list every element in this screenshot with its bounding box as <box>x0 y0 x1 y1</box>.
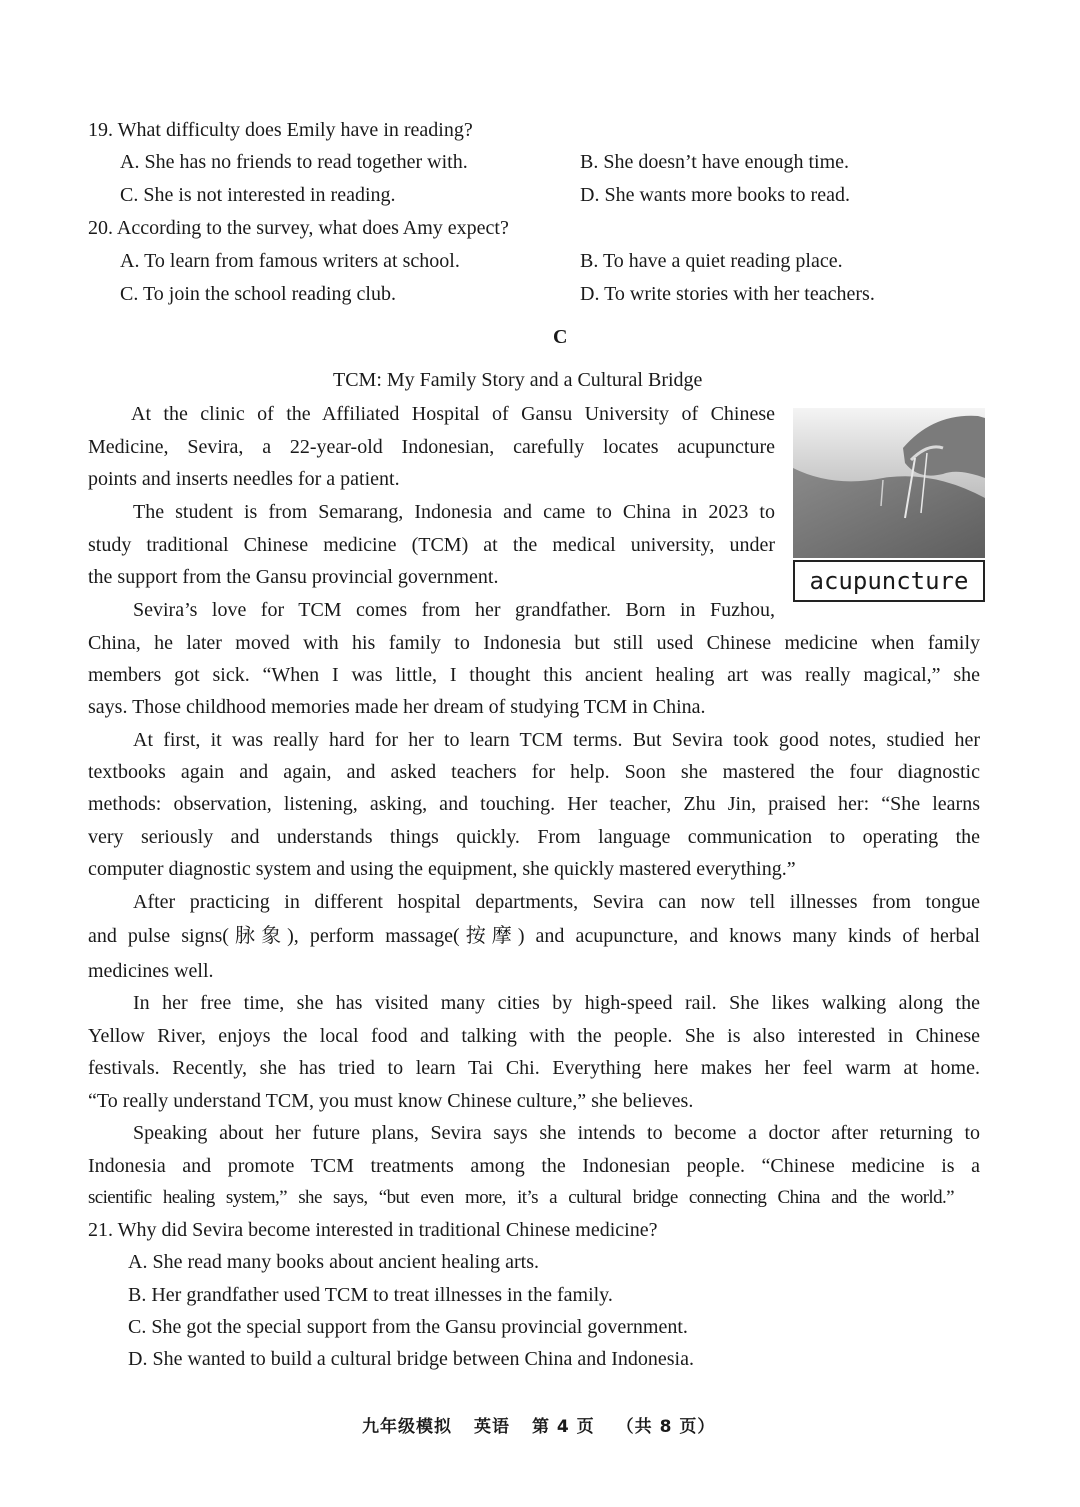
passage-line: and pulse signs(脉象), perform massage(按摩) and acupuncture, and knows many kinds of herbal <box>88 925 980 947</box>
passage-line: China, he later moved with his family to Indonesia but still used Chinese medicine when family <box>88 632 980 654</box>
question-21-option-d: D. She wanted to build a cultural bridge between China and Indonesia. <box>128 1348 694 1370</box>
passage-line: Sevira’s love for TCM comes from her grandfather. Born in Fuzhou, <box>133 599 775 621</box>
question-19-option-c: C. She is not interested in reading. <box>120 184 396 206</box>
passage-line: medicines well. <box>88 960 214 982</box>
passage-line: At first, it was really hard for her to learn TCM terms. But Sevira took good notes, studied her <box>133 729 980 751</box>
footer-total-pages: （共 8 页） <box>616 1417 716 1437</box>
footer-grade: 九年级模拟 <box>362 1417 452 1437</box>
question-21-option-a: A. She read many books about ancient healing arts. <box>128 1251 539 1273</box>
question-20-stem: 20. According to the survey, what does Amy expect? <box>88 217 509 239</box>
footer-subject: 英语 <box>474 1417 510 1437</box>
question-19-option-a: A. She has no friends to read together with. <box>120 151 468 173</box>
passage-line: After practicing in different hospital departments, Sevira can now tell illnesses from tongue <box>133 891 980 913</box>
footer-page-number: 第 4 页 <box>532 1417 595 1437</box>
passage-line: methods: observation, listening, asking, and touching. Her teacher, Zhu Jin, praised her: “She learns <box>88 793 980 815</box>
page-footer <box>362 1419 737 1436</box>
passage-line: the support from the Gansu provincial government. <box>88 566 499 588</box>
passage-line: “To really understand TCM, you must know Chinese culture,” she believes. <box>88 1090 694 1112</box>
passage-line: Speaking about her future plans, Sevira says she intends to become a doctor after returning to <box>133 1122 980 1144</box>
passage-line: says. Those childhood memories made her dream of studying TCM in China. <box>88 696 706 718</box>
question-20-option-b: B. To have a quiet reading place. <box>580 250 843 272</box>
passage-line: scientific healing system,” she says, “but even more, it’s a cultural bridge connecting China and the world.” <box>88 1187 954 1208</box>
figure-caption: acupuncture <box>793 560 985 602</box>
question-19-option-b: B. She doesn’t have enough time. <box>580 151 850 173</box>
question-19-option-d: D. She wants more books to read. <box>580 184 850 206</box>
passage-title: TCM: My Family Story and a Cultural Bridge <box>333 369 703 391</box>
acupuncture-figure <box>793 408 985 602</box>
passage-line: textbooks again and again, and asked teachers for help. Soon she mastered the four diagnostic <box>88 761 980 783</box>
passage-line: The student is from Semarang, Indonesia and came to China in 2023 to <box>133 501 775 523</box>
question-20-option-d: D. To write stories with her teachers. <box>580 283 875 305</box>
passage-line: At the clinic of the Affiliated Hospital of Gansu University of Chinese <box>131 403 775 425</box>
passage-line: Yellow River, enjoys the local food and talking with the people. She is also interested in Chinese <box>88 1025 980 1047</box>
passage-line: members got sick. “When I was little, I thought this ancient healing art was really magical,” she <box>88 664 980 686</box>
passage-line: In her free time, she has visited many cities by high-speed rail. She likes walking along the <box>133 992 980 1014</box>
question-20-option-c: C. To join the school reading club. <box>120 283 396 305</box>
acupuncture-image <box>793 408 985 558</box>
question-19-stem: 19. What difficulty does Emily have in reading? <box>88 119 473 141</box>
question-21-option-b: B. Her grandfather used TCM to treat illnesses in the family. <box>128 1284 613 1306</box>
passage-line: very seriously and understands things quickly. From language communication to operating the <box>88 826 980 848</box>
question-21-stem: 21. Why did Sevira become interested in traditional Chinese medicine? <box>88 1219 658 1241</box>
passage-line: Indonesia and promote TCM treatments among the Indonesian people. “Chinese medicine is a <box>88 1155 980 1177</box>
passage-line: computer diagnostic system and using the equipment, she quickly mastered everything.” <box>88 858 796 880</box>
passage-line: study traditional Chinese medicine (TCM) at the medical university, under <box>88 534 775 556</box>
passage-line: festivals. Recently, she has tried to learn Tai Chi. Everything here makes her feel warm at home. <box>88 1057 980 1079</box>
passage-line: Medicine, Sevira, a 22-year-old Indonesian, carefully locates acupuncture <box>88 436 775 458</box>
section-letter: C <box>553 326 568 348</box>
question-20-option-a: A. To learn from famous writers at school. <box>120 250 460 272</box>
passage-line: points and inserts needles for a patient. <box>88 468 400 490</box>
question-21-option-c: C. She got the special support from the Gansu provincial government. <box>128 1316 688 1338</box>
